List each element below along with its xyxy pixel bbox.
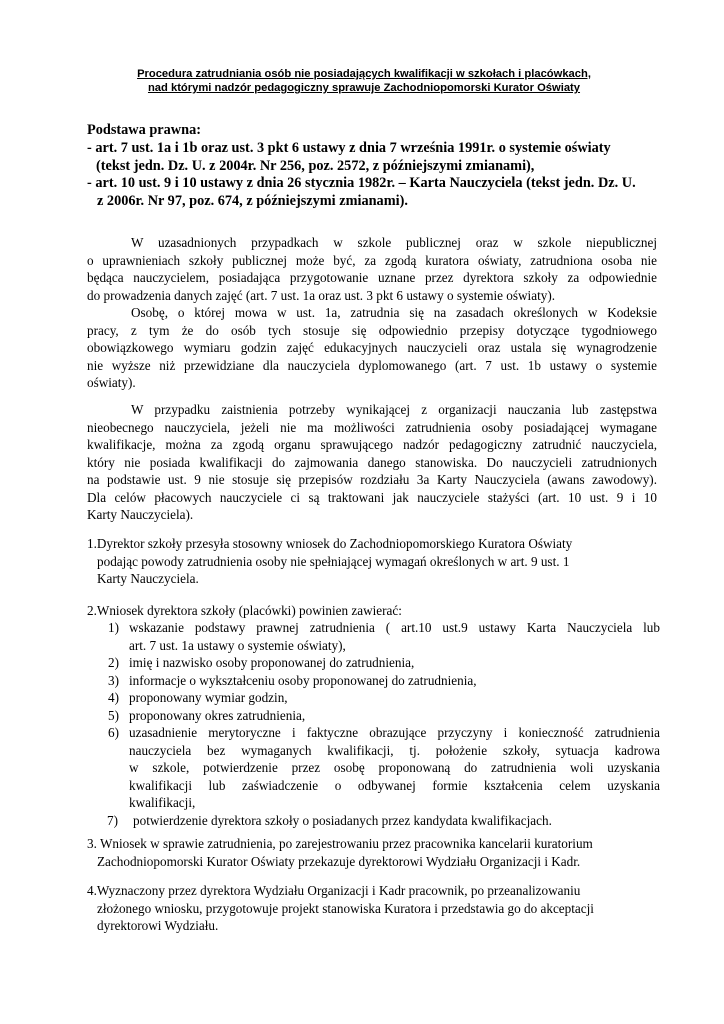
list-item bbox=[108, 707, 660, 725]
paragraph-1-line-2: o uprawnieniach szkoły publicznej może być, za zgodą kuratora oświaty, zatrudniona osoba nie bbox=[87, 252, 657, 268]
paragraph-1-line-4: do prowadzenia danych zajęć (art. 7 ust. 1a oraz ust. 3 pkt 6 ustawy o systemie oświaty). bbox=[87, 287, 556, 303]
paragraph-1-line-3: będąca nauczycielem, posiadająca przygotowanie uznane przez dyrektora szkoły za odpowiednie bbox=[87, 270, 657, 285]
list-item-text: potwierdzenie dyrektora szkoły o posiadanych przez kandydata kwalifikacjach. bbox=[133, 812, 552, 828]
point-4-line-2: złożonego wniosku, przygotowuje projekt stanowiska Kuratora i przedstawia go do akceptacji bbox=[97, 900, 594, 916]
paragraph-3 bbox=[87, 401, 657, 524]
list-item-text: informacje o wykształceniu osoby proponowanej do zatrudnienia, bbox=[129, 672, 477, 688]
document-title bbox=[90, 67, 638, 95]
list-item bbox=[108, 724, 660, 812]
list-item-number: 5) bbox=[108, 707, 119, 723]
list-item bbox=[107, 812, 660, 830]
list-item-text: imię i nazwisko osoby proponowanej do zatrudnienia, bbox=[129, 655, 415, 670]
list-item bbox=[108, 672, 660, 690]
point-4-line-3: dyrektorowi Wydziału. bbox=[97, 918, 219, 933]
requirements-list bbox=[108, 619, 660, 829]
point-1 bbox=[87, 535, 667, 588]
paragraph-3-line-3: kwalifikacje, można za zgodą organu sprawującego nadzór pedagogiczny zatrudnić nauczyciela, bbox=[87, 437, 657, 452]
point-4 bbox=[87, 882, 667, 935]
list-item-number: 6) bbox=[108, 725, 119, 740]
legal-basis-line-3: - art. 10 ust. 9 i 10 ustawy z dnia 26 stycznia 1982r. – Karta Nauczyciela (tekst jedn. Dz. U. bbox=[87, 175, 636, 192]
list-item bbox=[108, 654, 660, 672]
list-item-number: 2) bbox=[108, 655, 119, 670]
point-3 bbox=[87, 835, 667, 870]
paragraph-1 bbox=[87, 234, 657, 304]
list-item-text: wskazanie podstawy prawnej zatrudnienia ( art.10 ust.9 ustawy Karta Nauczyciela lub bbox=[129, 620, 660, 635]
point-3-line-2: Zachodniopomorski Kurator Oświaty przekazuje dyrektorowi Wydziału Organizacji i Kadr. bbox=[97, 853, 581, 869]
point-1-line-3: Karty Nauczyciela. bbox=[97, 571, 199, 586]
legal-basis bbox=[87, 122, 667, 211]
point-2-heading bbox=[87, 602, 667, 620]
point-4-line-1: 4.Wyznaczony przez dyrektora Wydziału Organizacji i Kadr pracownik, po przeanalizowaniu bbox=[87, 883, 581, 898]
list-item-text: kwalifikacji, bbox=[129, 795, 196, 810]
list-item-number: 7) bbox=[107, 812, 118, 828]
paragraph-3-line-5: na podstawie ust. 9 nie stosuje się przepisów rozdziału 3a Karty Nauczyciela (awans zawodowy). bbox=[87, 472, 657, 487]
paragraph-2-line-5: oświaty). bbox=[87, 375, 136, 390]
point-2-heading-text: 2.Wniosek dyrektora szkoły (placówki) powinien zawierać: bbox=[87, 603, 402, 618]
paragraph-1-line-1: W uzasadnionych przypadkach w szkole publicznej oraz w szkole niepublicznej bbox=[131, 235, 657, 250]
paragraph-2-line-3: obowiązkowego wymiaru godzin zajęć edukacyjnych nauczycieli oraz ustala się wynagrodzenie bbox=[87, 340, 657, 355]
paragraph-2-line-2: pracy, z tym że do osób tych stosuje się odpowiednio przepisy dotyczące tygodniowego bbox=[87, 322, 657, 338]
list-item-number: 4) bbox=[108, 690, 119, 705]
list-item-text: proponowany okres zatrudnienia, bbox=[129, 707, 306, 723]
list-item-number: 3) bbox=[108, 672, 119, 688]
title-line-2: nad którymi nadzór pedagogiczny sprawuje Zachodniopomorski Kurator Oświaty bbox=[147, 82, 581, 94]
paragraph-3-line-2: nieobecnego nauczyciela, jeżeli nie ma możliwości zatrudnienia osoby posiadającej wymagane bbox=[87, 419, 657, 435]
legal-basis-line-2: (tekst jedn. Dz. U. z 2004r. Nr 256, poz. 2572, z późniejszymi zmianami), bbox=[96, 157, 535, 174]
point-1-line-2: podając powody zatrudnienia osoby nie spełniającej wymagań określonych w art. 9 ust. 1 bbox=[97, 553, 570, 569]
paragraph-2-line-4: nie wyższe niż przewidziane dla nauczyciela dyplomowanego (art. 7 ust. 1b ustawy o systemie bbox=[87, 357, 657, 373]
legal-basis-line-1: - art. 7 ust. 1a i 1b oraz ust. 3 pkt 6 ustawy z dnia 7 września 1991r. o systemie oświaty bbox=[87, 139, 611, 156]
list-item-text: uzasadnienie merytoryczne i faktyczne obrazujące przyczyny i konieczność zatrudnienia bbox=[129, 725, 660, 740]
paragraph-2 bbox=[87, 304, 657, 392]
list-item-text: nauczyciela bez wymaganych kwalifikacji, tj. położenie szkoły, sytuacja kadrowa bbox=[129, 742, 660, 758]
list-item-text: art. 7 ust. 1a ustawy o systemie oświaty), bbox=[129, 637, 346, 653]
list-item bbox=[108, 619, 660, 654]
legal-basis-heading: Podstawa prawna: bbox=[87, 122, 201, 138]
list-item-text: kwalifikacji lub zaświadczenie o odbywanej formie kształcenia celem uzyskania bbox=[129, 777, 660, 793]
list-item-text: w szkole, potwierdzenie przez osobę proponowaną do zatrudnienia woli uzyskania bbox=[129, 760, 660, 775]
list-item-text: proponowany wymiar godzin, bbox=[129, 690, 288, 705]
title-line-1: Procedura zatrudniania osób nie posiadających kwalifikacji w szkołach i placówkach, bbox=[137, 68, 591, 80]
paragraph-3-line-1: W przypadku zaistnienia potrzeby wynikającej z organizacji nauczania lub zastępstwa bbox=[131, 402, 657, 417]
paragraph-2-line-1: Osobę, o której mowa w ust. 1a, zatrudnia się na zasadach określonych w Kodeksie bbox=[131, 305, 657, 320]
list-item bbox=[108, 689, 660, 707]
point-1-line-1: 1.Dyrektor szkoły przesyła stosowny wniosek do Zachodniopomorskiego Kuratora Oświaty bbox=[87, 536, 573, 551]
list-item-number: 1) bbox=[108, 620, 119, 635]
point-3-line-1: 3. Wniosek w sprawie zatrudnienia, po zarejestrowaniu przez pracownika kancelarii kuratorium bbox=[87, 836, 593, 851]
paragraph-3-line-6: Dla celów płacowych nauczyciele ci są traktowani jak nauczyciele stażyści (art. 10 ust. 9 i 10 bbox=[87, 489, 657, 505]
paragraph-3-line-7: Karty Nauczyciela). bbox=[87, 507, 194, 522]
legal-basis-line-4: z 2006r. Nr 97, poz. 674, z późniejszymi zmianami). bbox=[97, 193, 408, 210]
paragraph-3-line-4: który nie posiada kwalifikacji do zajmowania danego stanowiska. Do nauczycieli zatrudnionych bbox=[87, 454, 657, 470]
